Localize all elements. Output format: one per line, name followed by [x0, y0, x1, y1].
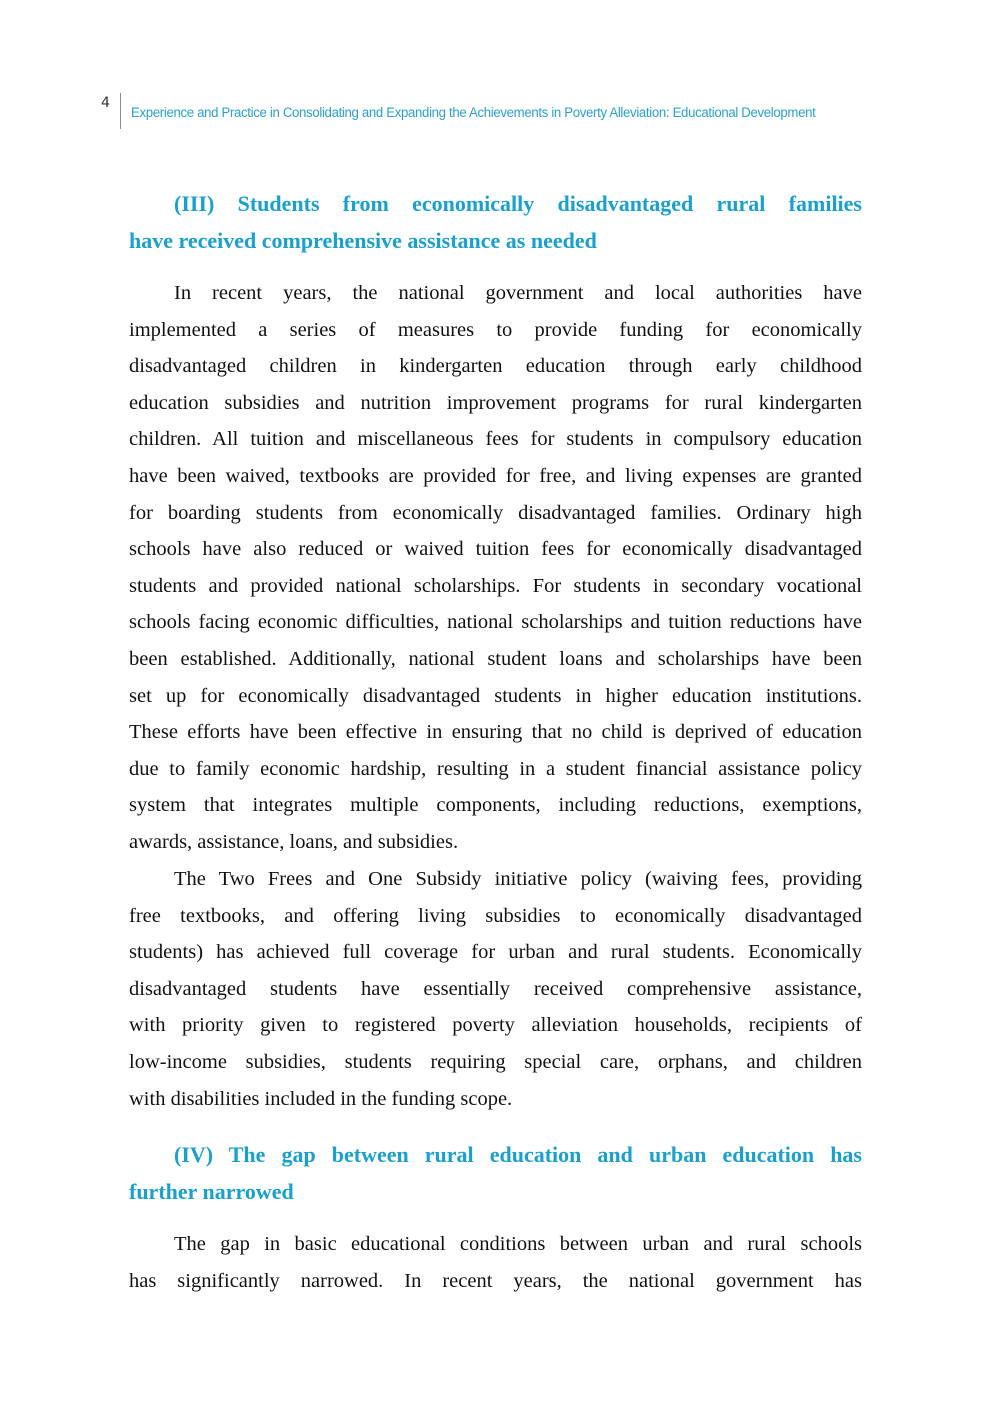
text-line: due to family economic hardship, resulting in a student financial assistance policy: [129, 757, 862, 780]
text-line: free textbooks, and offering living subsidies to economically disadvantaged: [129, 904, 862, 927]
running-header: [0, 93, 1003, 133]
paragraph: [129, 1226, 862, 1299]
text-line: schools facing economic difficulties, national scholarships and tuition reductions have: [129, 611, 862, 634]
text-line: disadvantaged children in kindergarten education through early childhood: [129, 355, 862, 378]
text-line: with disabilities included in the funding scope.: [129, 1087, 513, 1110]
text-line: The Two Frees and One Subsidy initiative policy (waiving fees, providing: [174, 868, 862, 890]
text-line: been established. Additionally, national student loans and scholarships have been: [129, 647, 862, 670]
text-line: These efforts have been effective in ensuring that no child is deprived of education: [129, 721, 862, 744]
text-line: implemented a series of measures to provide funding for economically: [129, 318, 862, 341]
section-heading-iv: [129, 1136, 862, 1210]
text-line: In recent years, the national government and local authorities have: [174, 282, 862, 304]
text-line: low-income subsidies, students requiring special care, orphans, and children: [129, 1050, 862, 1073]
text-line: awards, assistance, loans, and subsidies.: [129, 830, 459, 853]
text-line: education subsidies and nutrition improvement programs for rural kindergarten: [129, 391, 862, 414]
heading-line: (III) Students from economically disadvantaged rural families: [174, 191, 862, 216]
heading-line: have received comprehensive assistance as needed: [129, 228, 597, 253]
text-line: has significantly narrowed. In recent years, the national government has: [129, 1269, 862, 1292]
text-line: students) has achieved full coverage for urban and rural students. Economically: [129, 941, 862, 964]
page-number: 4: [101, 95, 110, 111]
text-line: set up for economically disadvantaged students in higher education institutions.: [129, 684, 862, 707]
text-line: children. All tuition and miscellaneous fees for students in compulsory education: [129, 428, 862, 451]
text-line: with priority given to registered poverty alleviation households, recipients of: [129, 1014, 862, 1037]
text-line: students and provided national scholarships. For students in secondary vocational: [129, 574, 862, 597]
paragraph: [129, 275, 862, 861]
heading-line: further narrowed: [129, 1179, 294, 1204]
header-divider: [120, 93, 121, 129]
text-line: have been waived, textbooks are provided for free, and living expenses are granted: [129, 464, 862, 487]
text-line: The gap in basic educational conditions between urban and rural schools: [174, 1233, 862, 1255]
text-line: for boarding students from economically disadvantaged families. Ordinary high: [129, 501, 862, 524]
running-title: Experience and Practice in Consolidating and Expanding the Achievements in Poverty Alleviation: Educational Development: [131, 105, 816, 121]
text-line: disadvantaged students have essentially received comprehensive assistance,: [129, 977, 862, 1000]
text-line: system that integrates multiple components, including reductions, exemptions,: [129, 794, 862, 817]
text-line: schools have also reduced or waived tuition fees for economically disadvantaged: [129, 538, 862, 561]
section-heading-iii: [129, 185, 862, 259]
heading-line: (IV) The gap between rural education and urban education has: [174, 1142, 862, 1167]
paragraph: [129, 861, 862, 1117]
